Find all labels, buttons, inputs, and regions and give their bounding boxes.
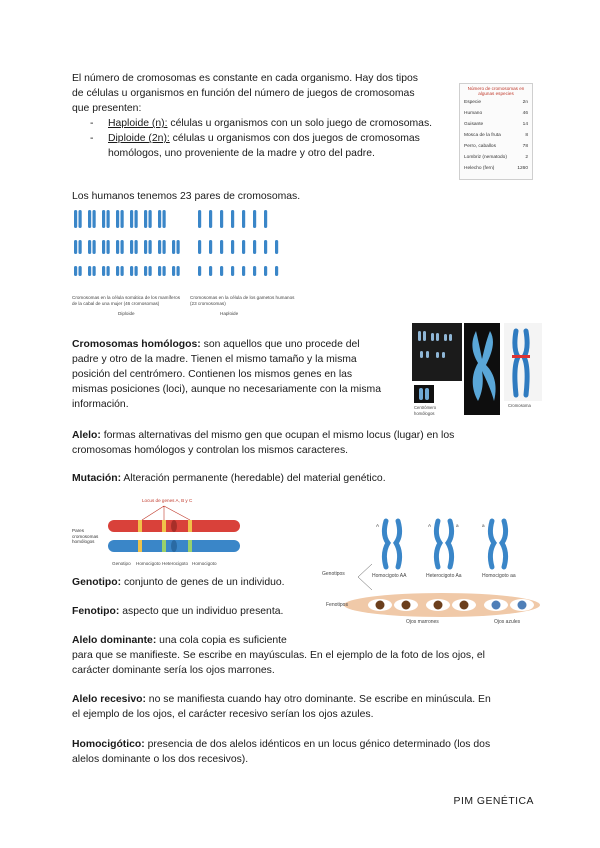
chromosome [275, 266, 278, 276]
intro-line-3: que presenten: [72, 103, 142, 114]
chromosome [144, 210, 147, 228]
diploid-term: Diploide (2n): [108, 133, 170, 144]
genotipo-line: Genotipo: conjunto de genes de un individuo. [72, 577, 285, 588]
chromosome [198, 266, 201, 276]
chromosome [93, 240, 96, 254]
diploid-caption: Cromosomas en la célula somática de los mamíferos de la cabal de una mujer (46 cromosomas) [72, 295, 180, 306]
haploid-label: Haploide [220, 311, 239, 316]
alelo-term: Alelo: [72, 430, 101, 441]
allele-a-1: a [456, 523, 459, 528]
chromosome [163, 240, 166, 254]
chromosome [121, 210, 124, 228]
recesivo-line-1: Alelo recesivo: no se manifiesta cuando hay otro dominante. Se escribe en minúscula. En [72, 694, 491, 705]
chromosome [163, 266, 166, 276]
table-row: Guisante 14 [464, 122, 528, 127]
chromosome [158, 266, 161, 276]
fenotipo-term: Fenotipo: [72, 606, 120, 617]
intro-line-2: de células u organismos en función del número de juegos de cromosomas [72, 88, 415, 99]
chromosome [198, 240, 201, 254]
chromosome [107, 266, 110, 276]
gene-loci-bottom-0: Genotipo [112, 561, 131, 566]
gene-loci-top-label: Locus de genes A, B y C [142, 498, 193, 503]
recesivo-term: Alelo recesivo: [72, 694, 146, 705]
mutacion-term: Mutación: [72, 473, 122, 484]
chromosome [220, 240, 223, 254]
chromosome [135, 266, 138, 276]
homocigotico-line-1: Homocigótico: presencia de dos alelos idénticos en un locus génico determinado (los dos [72, 739, 491, 750]
chromosome [209, 266, 212, 276]
homologs-line-3: posición del centrómero. Contienen los mismos genes en las [72, 369, 353, 380]
haploid-text: células u organismos con un solo juego de cromosomas. [167, 118, 433, 129]
bullet-diploid: - Diploide (2n): células u organismos con dos juegos de cromosomas homólogos, uno proveniente de la madre y otro del padre. [90, 133, 420, 159]
chromosome [242, 240, 245, 254]
chromosome [231, 266, 234, 276]
chromosome [79, 210, 82, 228]
chromosome [79, 240, 82, 254]
chromosome [149, 240, 152, 254]
gene-loci-side-label: Pares cromosomas homólogos [72, 528, 99, 544]
gene-loci-bottom-2: Heterocigoto [162, 561, 189, 566]
chromosome [116, 210, 119, 228]
chromosome [74, 266, 77, 276]
chromosome [275, 240, 278, 254]
chromosome [130, 210, 133, 228]
homo-AA-label: Homocigoto AA [372, 573, 407, 579]
chromosome [74, 210, 77, 228]
chromosome [93, 266, 96, 276]
chromosome [158, 240, 161, 254]
chromosome [88, 210, 91, 228]
chromosome [102, 240, 105, 254]
allele-a-2: a [482, 523, 485, 528]
homologs-line-2: padre y otro de la madre. Tienen el mismo tamaño y la misma [72, 354, 357, 365]
chromosome [163, 210, 166, 228]
chromosome [135, 210, 138, 228]
chromosome [121, 240, 124, 254]
homologs-line-5: información. [72, 399, 129, 410]
chromosome [149, 210, 152, 228]
chromosome [130, 266, 133, 276]
chromosome [242, 266, 245, 276]
karyotype-chromosomes [70, 207, 320, 295]
chromosome [116, 266, 119, 276]
dominante-line-2: para que se manifieste. Se escribe en mayúsculas. En el ejemplo de la foto de los ojos, el [72, 650, 485, 661]
chromosome [264, 210, 267, 228]
gene-loci-bottom-1: Homocigoto [136, 561, 161, 566]
table-row: Lombriz (nematodo) 2 [464, 155, 528, 160]
chromosome [74, 240, 77, 254]
chromosome [158, 210, 161, 228]
gene-loci-diagram [72, 498, 244, 572]
chromosome [253, 266, 256, 276]
allele-A-1: A [376, 523, 380, 528]
species-table [459, 83, 533, 180]
fenotipo-line: Fenotipo: aspecto que un individuo presenta. [72, 606, 284, 617]
homocigotico-term: Homocigótico: [72, 739, 145, 750]
chromosome [116, 240, 119, 254]
footer-label: PIM GENÉTICA [453, 796, 534, 807]
mutacion-line: Mutación: Alteración permanente (heredable) del material genético. [72, 473, 386, 484]
diploid-label: Diploide [118, 311, 135, 316]
homologs-term: Cromosomas homólogos: [72, 339, 201, 350]
table-row: Especie 2n [464, 100, 528, 105]
gene-loci-bottom-3: Homocigoto [192, 561, 217, 566]
alelo-line-2: cromosomas homólogos y controlan los mismos caracteres. [72, 445, 349, 456]
chromosome [144, 266, 147, 276]
allele-A-2: A [428, 523, 432, 528]
chromosome [209, 240, 212, 254]
chromosome [242, 210, 245, 228]
homologs-caption-2: Cromosoma [508, 403, 531, 408]
table-row: Mosca de la fruta 8 [464, 133, 528, 138]
chromosome [88, 266, 91, 276]
chromosome [253, 210, 256, 228]
chromosome [220, 266, 223, 276]
homologs-caption-1: Centrómero homólogos [414, 405, 437, 416]
chromosome [264, 240, 267, 254]
chromosome [149, 266, 152, 276]
chromosome [102, 210, 105, 228]
chromosome [121, 266, 124, 276]
chromosome [102, 266, 105, 276]
chromosome [88, 240, 91, 254]
chromosome [198, 210, 201, 228]
chromosome [177, 266, 180, 276]
chromosome [177, 240, 180, 254]
homologs-line-1: Cromosomas homólogos: son aquellos que uno procede del [72, 339, 360, 350]
chromosome [93, 210, 96, 228]
chromosome [79, 266, 82, 276]
genotipos-label: Genotipos [322, 571, 345, 577]
chromosome [264, 266, 267, 276]
diploid-text: células u organismos con dos juegos de cromosomas homólogos, uno proveniente de la madre y otro del padre. [108, 133, 420, 159]
homologs-line-4: mismas posiciones (loci), aunque no necesariamente con la misma [72, 384, 381, 395]
chromosome [172, 266, 175, 276]
chromosome [231, 240, 234, 254]
chromosome [135, 240, 138, 254]
bullet-haploid: - Haploide (n): células u organismos con un solo juego de cromosomas. [90, 118, 433, 129]
genotipo-term: Genotipo: [72, 577, 122, 588]
recesivo-line-2: el ejemplo de los ojos, el carácter recesivo serían los ojos azules. [72, 709, 374, 720]
chromosome [253, 240, 256, 254]
alelo-line-1: Alelo: formas alternativas del mismo gen que ocupan el mismo locus (lugar) en los [72, 430, 455, 441]
table-row: Perro, caballos 78 [464, 144, 528, 149]
dominante-term: Alelo dominante: [72, 635, 157, 646]
chromosome [172, 240, 175, 254]
dominante-line-1: Alelo dominante: una cola copia es suficiente [72, 635, 287, 646]
chromosome [107, 240, 110, 254]
fenotipos-label: Fenotipos [326, 602, 348, 608]
table-row: Humano 46 [464, 111, 528, 116]
humans-text: Los humanos tenemos 23 pares de cromosomas. [72, 191, 301, 202]
species-table-title: Número de cromosomas en algunas especies [467, 86, 525, 96]
homo-aa-label: Homocigoto aa [482, 573, 516, 579]
blue-eyes-label: Ojos azules [494, 619, 521, 625]
chromosome [209, 210, 212, 228]
chromosome [144, 240, 147, 254]
chromosome [220, 210, 223, 228]
brown-eyes-label: Ojos marrones [406, 619, 439, 625]
haploid-caption: Cromosomas en la célula de los gametos humanos (23 cromosomas) [190, 295, 295, 306]
dominante-line-3: carácter dominante sería los ojos marrones. [72, 665, 275, 676]
chromosome [231, 210, 234, 228]
eye-color-diagram [322, 517, 542, 632]
hetero-Aa-label: Heterocigoto Aa [426, 573, 462, 579]
table-row: Helecho (fern) 1260 [464, 166, 528, 171]
homocigotico-line-2: alelos dominante o los dos recesivos). [72, 754, 249, 765]
chromosome [130, 240, 133, 254]
karyotype-image [70, 207, 320, 319]
haploid-term: Haploide (n): [108, 118, 168, 129]
intro-line-1: El número de cromosomas es constante en cada organismo. Hay dos tipos [72, 73, 418, 84]
chromosome [107, 210, 110, 228]
homologs-image [412, 323, 542, 415]
